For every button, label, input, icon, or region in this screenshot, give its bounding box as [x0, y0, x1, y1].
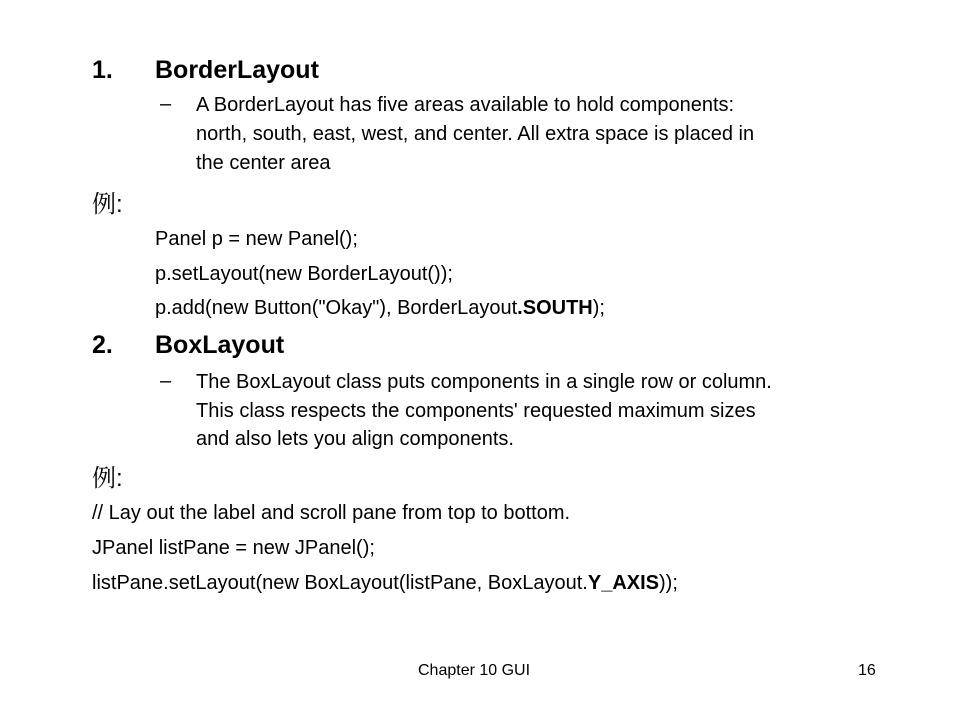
- section-1-number: 1.: [92, 56, 113, 84]
- section-2-number: 2.: [92, 331, 113, 359]
- example-1-code-line-3-bold: .SOUTH: [517, 297, 593, 319]
- footer-chapter: Chapter 10 GUI: [418, 662, 531, 679]
- section-1-line-2: north, south, east, west, and center. All extra space is placed in: [196, 123, 755, 145]
- section-1-line-3: the center area: [196, 152, 331, 174]
- section-1-dash: –: [160, 93, 172, 115]
- example-1-code-line-3: [155, 297, 605, 320]
- example-1-code-line-1: Panel p = new Panel();: [155, 228, 358, 250]
- example-1-label: 例:: [92, 191, 123, 218]
- example-1-code-line-3-pre: p.add(new Button("Okay"), BorderLayout: [155, 297, 518, 319]
- section-2-line-2: This class respects the components' requested maximum sizes: [196, 400, 756, 422]
- section-1-title: BorderLayout: [155, 56, 319, 84]
- example-2-code-line-2: JPanel listPane = new JPanel();: [92, 537, 375, 559]
- example-2-code-line-3-pre: listPane.setLayout(new BoxLayout(listPane, BoxLayout.: [92, 572, 588, 594]
- section-2-title: BoxLayout: [155, 331, 285, 359]
- page-number: 16: [858, 662, 876, 679]
- example-1-code-line-2: p.setLayout(new BorderLayout());: [155, 263, 453, 285]
- section-2-dash: –: [160, 370, 172, 392]
- example-2-label: 例:: [92, 465, 123, 492]
- section-2-line-3: and also lets you align components.: [196, 428, 514, 450]
- section-1-line-1: A BorderLayout has five areas available to hold components:: [196, 94, 735, 116]
- example-2-code-line-3-bold: Y_AXIS: [587, 572, 660, 594]
- example-1-code-line-3-post: );: [592, 297, 605, 319]
- example-2-code-line-1: // Lay out the label and scroll pane from top to bottom.: [92, 502, 571, 524]
- example-2-code-line-3-post: ));: [659, 572, 678, 594]
- section-2-line-1: The BoxLayout class puts components in a single row or column.: [196, 371, 772, 393]
- example-2-code-line-3: [92, 572, 678, 595]
